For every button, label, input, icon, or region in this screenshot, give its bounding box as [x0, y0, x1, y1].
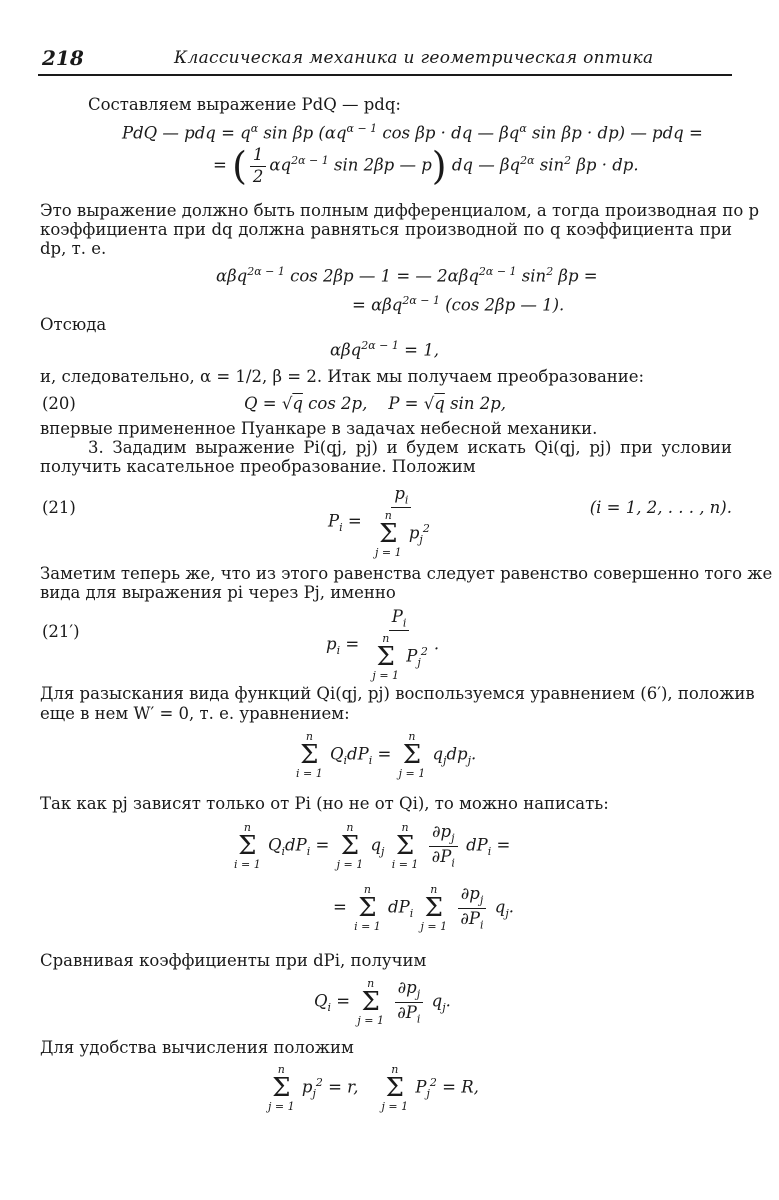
equation-number: (20): [42, 394, 76, 413]
text-line: Отсюда: [40, 315, 107, 334]
text-line: получить касательное преобразование. Положим: [40, 457, 476, 476]
equation-21: $P_i$ = $p_i$ n Σ j = 1 $p_j^2$: [328, 484, 430, 560]
equation-alpha-beta: αβq$^{2\alpha - 1}$ = 1,: [330, 339, 439, 360]
equation-pdq-line2: = ( $\frac{1}{2}$ $\alpha q^{2\alpha - 1}$ sin 2βp — p) dq — $\beta q^{2\alpha}$ $\sin^2 \beta p$ · dp.: [213, 144, 639, 188]
equation-number: (21): [42, 498, 76, 517]
text-line: коэффициента при dq должна равняться производной по q коэффициента при: [40, 220, 732, 239]
text-line: вида для выражения pi через Pj, именно: [40, 583, 396, 602]
text-line: впервые примененное Пуанкаре в задачах небесной механики.: [40, 419, 598, 438]
text-line: Составляем выражение PdQ — pdq:: [88, 95, 401, 114]
equation-20: Q = √q cos 2p, P = √q sin 2p,: [244, 394, 507, 413]
text-line: и, следовательно, α = 1/2, β = 2. Итак мы получаем преобразование:: [40, 367, 645, 386]
equation-21-prime: $p_i$ = $P_i$ n Σ j = 1 $P_j^2$ .: [326, 607, 440, 683]
text-line: Для разыскания вида функций Qi(qj, pj) воспользуемся уравнением (6′), положив: [40, 684, 755, 703]
equation-Qi: $Q_i$ = n Σ j = 1 $\frac{\partial p_j}{\partial P_i}$ $q_j$.: [314, 977, 451, 1027]
equation-chain-line1: n Σ i = 1 $Q_idP_i$ = n Σ j = 1 $q_j$ n Σ i = 1 $\frac{\partial p_j}{\partial P_i}$ $dP_i$ =: [234, 821, 511, 871]
equation-r-R: n Σ j = 1 $p_j^2 = r$, n Σ j = 1 $P_j^2 = R$,: [268, 1063, 479, 1113]
text-line: Заметим теперь же, что из этого равенства следует равенство совершенно того же: [40, 564, 773, 583]
running-title: Классическая механика и геометрическая оптика: [174, 48, 654, 68]
equation-coeff-line2: = αβq$^{2\alpha - 1}$ (cos 2βp — 1).: [352, 294, 565, 315]
equation-condition: (i = 1, 2, . . . , n).: [589, 498, 732, 517]
text-line: еще в нем W′ = 0, т. е. уравнением:: [40, 704, 350, 723]
equation-pdq-line1: PdQ — pdq = $q^\alpha$ sin βp ($\alpha q^{\alpha - 1}$ cos βp · dq — $\beta q^\alpha$ sin βp · dp) — pdq =: [122, 122, 703, 143]
page-header: [38, 44, 732, 76]
text-line: Это выражение должно быть полным дифференциалом, а тогда производная по p: [40, 201, 760, 220]
text-line: Для удобства вычисления положим: [40, 1038, 354, 1057]
equation-coeff-line1: αβq$^{2\alpha - 1}$ cos 2βp — 1 = — 2αβq$^{2\alpha - 1}$ $\sin^2 \beta p$ =: [216, 265, 598, 286]
equation-chain-line2: = n Σ i = 1 $dP_i$ n Σ j = 1 $\frac{\partial p_j}{\partial P_i}$ $q_j$.: [333, 883, 515, 933]
equation-number: (21′): [42, 622, 80, 641]
text-line: dp, т. е.: [40, 239, 107, 258]
page-number: 218: [42, 46, 84, 70]
equation-sum-qdp: n Σ i = 1 $Q_idP_i$ = n Σ j = 1 $q_jdp_j$.: [296, 730, 477, 780]
text-line: Так как pj зависят только от Pi (но не от Qi), то можно написать:: [40, 794, 609, 813]
text-line: 3. Зададим выражение Pi(qj, pj) и будем искать Qi(qj, pj) при условии: [88, 438, 732, 457]
text-line: Сравнивая коэффициенты при dPi, получим: [40, 951, 427, 970]
